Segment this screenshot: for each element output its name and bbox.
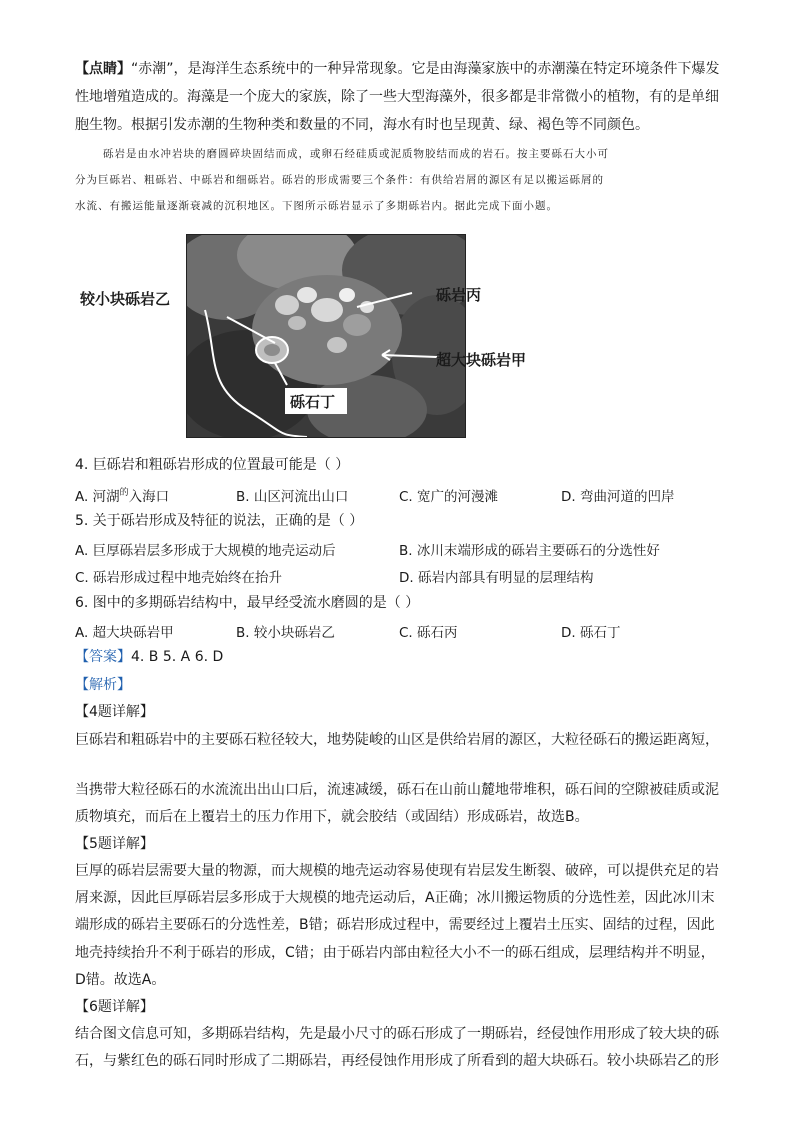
d6-tag: 【6题详解】	[75, 999, 154, 1015]
d5-line-3: 端形成的砾岩主要砾石的分选性差，B错；砾岩形成过程中，需要经过上覆岩土压实、固结的过程，因此	[75, 917, 715, 933]
q6-option-a: A. 超大块砾岩甲	[75, 625, 174, 641]
d4-line-1: 巨砾岩和粗砾岩中的主要砾石粒径较大，地势陡峻的山区是供给岩屑的源区，大粒径砾石的搬运距离短，	[75, 732, 719, 748]
intro-line-2: 性地增殖造成的。海藻是一个庞大的家族，除了一些大型海藻外，很多都是非常微小的植物，有的是单细	[75, 89, 719, 105]
label-huge-conglomerate-jia: 超大块砾岩甲	[436, 351, 527, 369]
d5-line-2: 屑来源，因此巨厚砾岩层多形成于大规模的地壳运动后，A正确；冰川搬运物质的分选性差，因此冰川末	[75, 890, 715, 906]
d4-line-2: 当携带大粒径砾石的水流流出出山口后，流速减缓，砾石在山前山麓地带堆积，砾石间的空隙被硅质或泥	[75, 782, 719, 798]
q4-stem: 4. 巨砾岩和粗砾岩形成的位置最可能是（ ）	[75, 457, 350, 473]
d5-line-5: D错。故选A。	[75, 972, 166, 988]
answer-tag: 【答案】	[75, 649, 131, 665]
q6-option-b: B. 较小块砾岩乙	[236, 625, 335, 641]
q5-stem: 5. 关于砾岩形成及特征的说法，正确的是（ ）	[75, 513, 364, 529]
q6-option-c: C. 砾石丙	[399, 625, 458, 641]
label-conglomerate-bing: 砾岩丙	[436, 286, 482, 304]
q6-stem: 6. 图中的多期砾岩结构中，最早经受流水磨圆的是（ ）	[75, 595, 420, 611]
answer-line	[75, 648, 223, 666]
passage-line-3: 水流、有搬运能量逐渐衰减的沉积地区。下图所示砾岩显示了多期砾岩内。据此完成下面小题。	[75, 200, 558, 212]
d6-line-1: 结合图文信息可知，多期砾岩结构，先是最小尺寸的砾石形成了一期砾岩，经侵蚀作用形成了较大块的砾	[75, 1026, 719, 1042]
intro-line-3: 胞生物。根据引发赤潮的生物种类和数量的不同，海水有时也呈现黄、绿、褐色等不同颜色。	[75, 117, 649, 133]
passage-line-2: 分为巨砾岩、粗砾岩、中砾岩和细砾岩。砾岩的形成需要三个条件：有供给岩屑的源区有足以搬运砾屑的	[75, 174, 604, 186]
d4-tag: 【4题详解】	[75, 704, 154, 720]
intro-line-1: 【点睛】“赤潮”，是海洋生态系统中的一种异常现象。它是由海藻家族中的赤潮藻在特定环境条件下爆发	[75, 61, 720, 77]
analysis-tag: 【解析】	[75, 677, 131, 693]
q4-option-c: C. 宽广的河漫滩	[399, 489, 499, 505]
d4-line-3: 质物填充，而后在上覆岩土的压力作用下，就会胶结（或固结）形成砾岩，故选B。	[75, 809, 589, 825]
q4-option-d: D. 弯曲河道的凹岸	[561, 489, 675, 505]
d5-line-4: 地壳持续抬升不利于砾岩的形成，C错；由于砾岩内部由粒径大小不一的砾石组成，层理结构并不明显，	[75, 945, 715, 961]
q5-option-d: D. 砾岩内部具有明显的层理结构	[399, 570, 594, 586]
q4-option-a: A. 河湖$^的$入海口	[75, 488, 170, 505]
label-gravel-ding: 砾石丁	[290, 393, 336, 411]
d5-line-1: 巨厚的砾岩层需要大量的物源，而大规模的地壳运动容易使现有岩层发生断裂、破碎，可以提供充足的岩	[75, 863, 719, 879]
q4-option-b: B. 山区河流出山口	[236, 489, 349, 505]
d5-tag: 【5题详解】	[75, 836, 154, 852]
q6-option-d: D. 砾石丁	[561, 625, 621, 641]
q5-option-c: C. 砾岩形成过程中地壳始终在抬升	[75, 570, 283, 586]
answer-text: 4. B 5. A 6. D	[131, 649, 224, 665]
intro-tag: 【点睛】	[75, 61, 131, 77]
label-small-conglomerate-yi: 较小块砾岩乙	[80, 290, 171, 308]
q5-option-b: B. 冰川末端形成的砾岩主要砾石的分选性好	[399, 543, 660, 559]
d6-line-2: 石，与紫红色的砾石同时形成了二期砾岩，再经侵蚀作用形成了所看到的超大块砾石。较小块砾岩乙的形	[75, 1053, 719, 1069]
passage-line-1: 砾岩是由水冲岩块的磨圆碎块固结而成，或卵石经硅质或泥质物胶结而成的岩石。按主要砾石大小可	[103, 148, 609, 160]
q5-option-a: A. 巨厚砾岩层多形成于大规模的地壳运动后	[75, 543, 336, 559]
